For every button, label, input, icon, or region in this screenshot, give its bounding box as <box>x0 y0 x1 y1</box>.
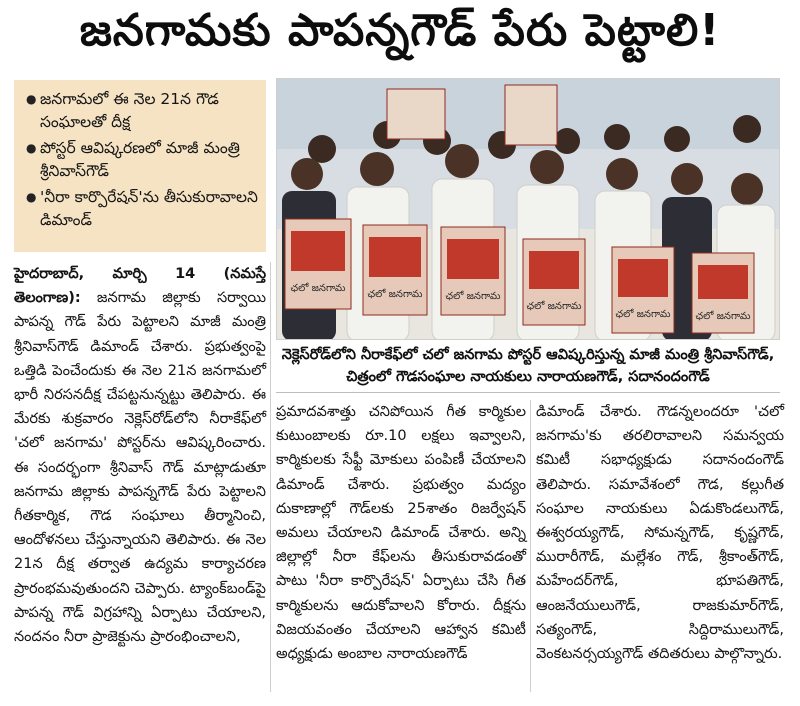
highlight-text: జనగామలో ఈ నెల 21న గౌడ సంఘాలతో దీక్ష <box>40 90 219 131</box>
headline: జనగామకు పాపన్నగౌడ్ పేరు పెట్టాలి! <box>79 5 721 56</box>
bullet-icon: ● <box>26 141 37 155</box>
highlight-text: పోస్టర్ ఆవిష్కరణలో మాజీ మంత్రి శ్రీనివాస్‌గౌడ్ <box>40 139 240 180</box>
bullet-icon: ● <box>26 190 37 204</box>
poster-text: ఛలో జనగామ <box>526 301 582 312</box>
poster-text: ఛలో జనగామ <box>695 311 751 322</box>
dateline: హైదరాబాద్, మార్చి 14 (నమస్తే తెలంగాణ): <box>14 266 266 307</box>
highlight-item <box>26 137 258 183</box>
poster-text: ఛలో జనగామ <box>445 291 501 302</box>
article-text: ప్రమాదవశాత్తు చనిపోయిన గీత కార్మికుల కుటుంబాలకు రూ.10 లక్షలు ఇవ్వాలని, కార్మికులకు సేఫ్టీ మోకులు పంపిణీ చేయాలని డిమాండ్ చేశారు. ప్రభుత్వం మద్యం దుకాణాల్లో గౌడ్‌లకు 25శాతం రిజర్వేషన్ అమలు చేయాలని డిమాండ్ చేశారు. అన్ని జిల్లాల్లో నీరా కేఫ్‌లను తీసుకురావడంతో పాటు 'నీరా కార్పొరేషన్' ఏర్పాటు చేసి గీత కార్మికులను ఆదుకోవాలని కోరారు. దీక్షను విజయవంతం చేయాలని ఆహ్వాన కమిటీ అధ్యక్షుడు అంబాల నారాయణగౌడ్ <box>276 404 526 663</box>
divider <box>530 400 531 692</box>
poster-text: ఛలో జనగామ <box>367 289 423 300</box>
poster-text: ఛలో జనగామ <box>290 283 346 294</box>
news-photo <box>276 78 780 340</box>
divider <box>276 392 780 393</box>
photo-illustration <box>277 79 780 340</box>
article-text: జనగామ జిల్లాకు సర్వాయి పాపన్న గౌడ్ పేరు పెట్టాలని మాజీ మంత్రి శ్రీనివాస్‌గౌడ్ డిమాండ్ చేశారు. ప్రభుత్వంపై ఒత్తిడి పెంచేందుకు ఈ నెల 21న జనగామలో భారీ నిరసనదీక్ష చేపట్టనున్నట్టు తెలిపారు. ఈ మేరకు శుక్రవారం నెక్లెస్‌రోడ్‌లోని నీరాకేఫ్‌లో 'చలో జనగామ' పోస్టర్‌ను ఆవిష్కరించారు. ఈ సందర్భంగా శ్రీనివాస్ గౌడ్ మాట్లాడుతూ జనగామ జిల్లాకు పాపన్నగౌడ్ పేరు పెట్టాలని గీతకార్మిక, గౌడ సంఘాలు తీర్మానించి, ఆందోళనలు చేస్తున్నాయని తెలిపారు. ఈ నెల 21న దీక్ష తర్వాత ఉద్యమ కార్యాచరణ ప్రారంభమవుతుందని చెప్పారు. ట్యాంక్‌బండ్‌పై పాపన్న గౌడ్ విగ్రహాన్ని ఏర్పాటు చేయాలని, నందనం నీరా ప్రాజెక్టును ప్రారంభించాలని, <box>14 290 266 646</box>
article-text: డిమాండ్ చేశారు. గౌడన్నలందరూ 'చలో జనగామ'కు తరలిరావాలని సమన్వయ కమిటీ సభాధ్యక్షుడు సదానందంగౌడ్ తెలిపారు. సమావేశంలో గౌడ, కల్లుగీత సంఘాల నాయకులు ఏడుకొండలుగౌడ్, ఈశ్వరయ్యగౌడ్, సోమన్నగౌడ్, కృష్ణగౌడ్, మురారీగౌడ్, మల్లేశం గౌడ్, శ్రీకాంత్‌గౌడ్, మహేందర్‌గౌడ్, భూపతిగౌడ్, ఆంజనేయులుగౌడ్, రాజకుమార్‌గౌడ్, సత్యంగౌడ్, సిద్దిరాములుగౌడ్, వెంకటనర్సయ్యగౌడ్ తదితరులు పాల్గొన్నారు. <box>536 404 784 663</box>
article-column-3 <box>536 400 784 666</box>
highlight-item <box>26 88 258 134</box>
article-column-2 <box>276 400 526 666</box>
divider <box>270 262 271 692</box>
article-column-1 <box>14 262 266 649</box>
bullet-icon: ● <box>26 92 37 106</box>
highlight-text: 'నీరా కార్పొరేషన్'ను తీసుకురావాలని డిమాండ్ <box>40 188 258 229</box>
poster-text: ఛలో జనగామ <box>615 309 671 320</box>
highlights-box <box>14 80 266 252</box>
highlight-item <box>26 186 258 232</box>
photo-caption: నెక్లెస్‌రోడ్‌లోని నీరాకేఫ్‌లో చలో జనగామ పోస్టర్ ఆవిష్కరిస్తున్న మాజీ మంత్రి శ్రీనివాస్‌గౌడ్, చిత్రంలో గౌడసంఘాల నాయకులు నారాయణగౌడ్, సదానందంగౌడ్ <box>281 347 775 385</box>
